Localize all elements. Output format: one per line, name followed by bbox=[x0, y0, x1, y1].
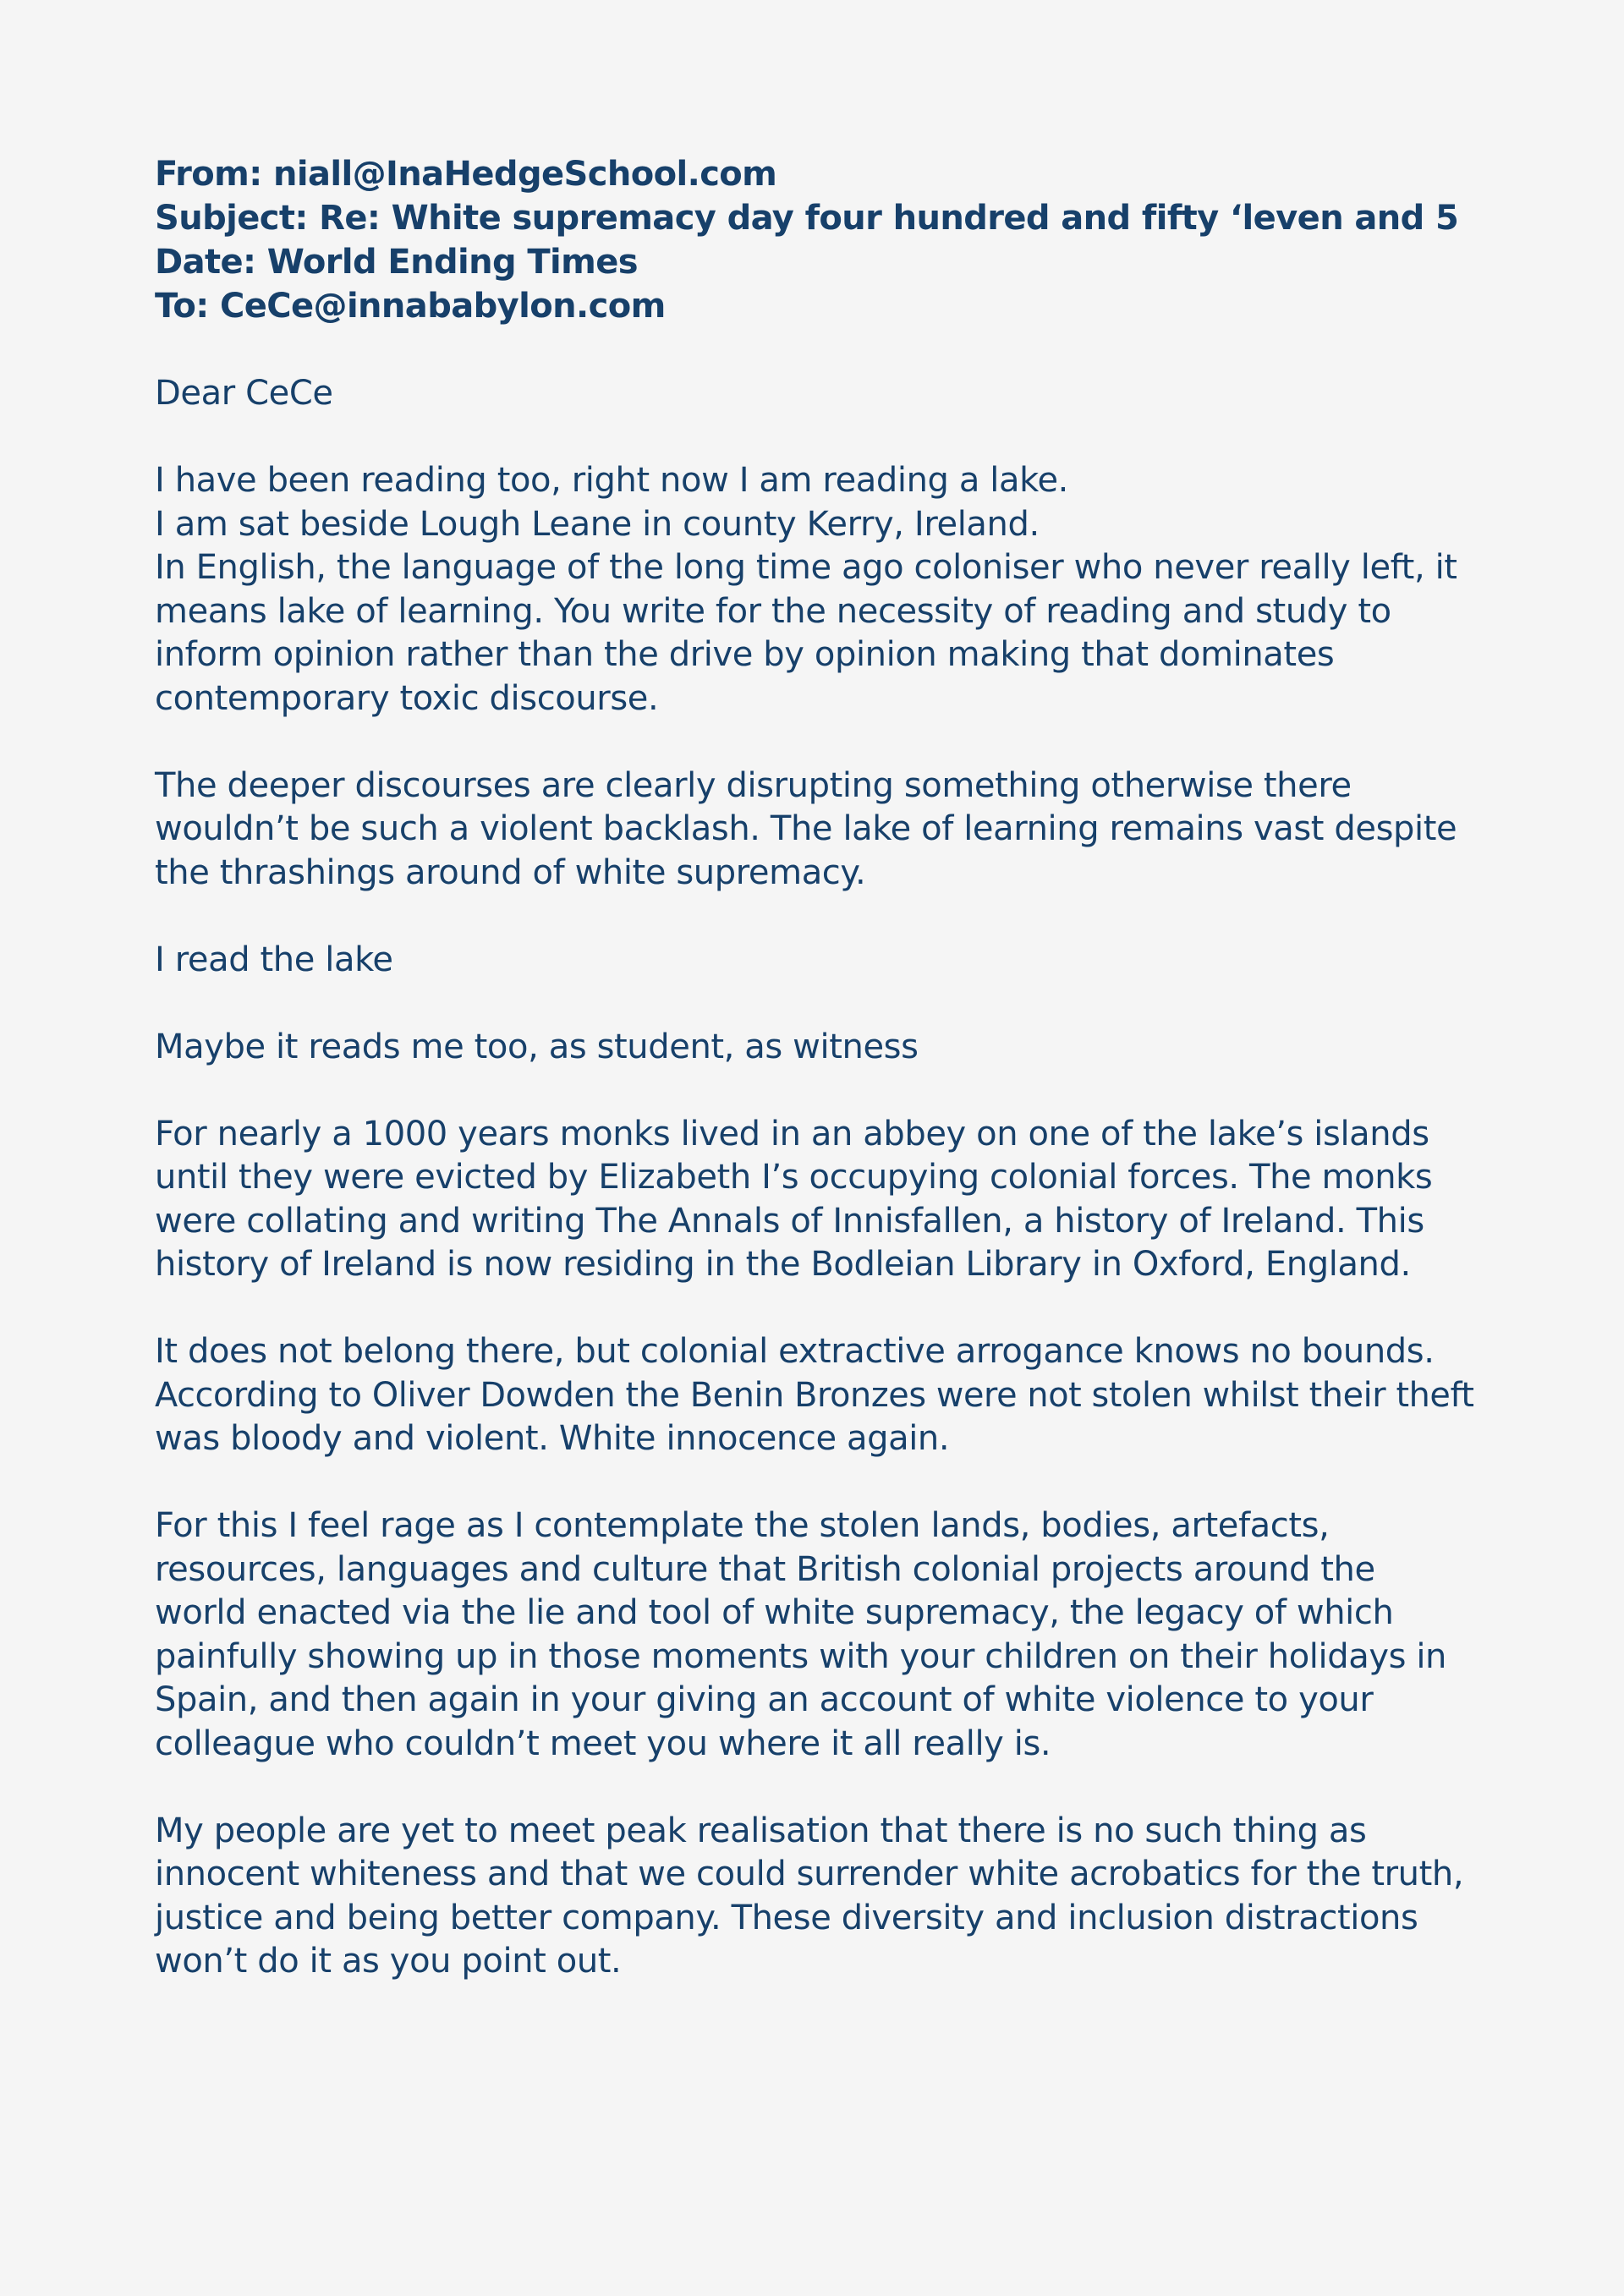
text-line: For nearly a 1000 years monks lived in an abbey on one of the lake’s islands bbox=[155, 1114, 1429, 1153]
text-line: Spain, and then again in your giving an account of white violence to your bbox=[155, 1680, 1374, 1719]
text-line: In English, the language of the long time ago coloniser who never really left, it bbox=[155, 548, 1457, 587]
email-header bbox=[155, 152, 1474, 328]
paragraph-6 bbox=[155, 1330, 1474, 1461]
paragraph-7 bbox=[155, 1504, 1474, 1766]
text-line: My people are yet to meet peak realisation that there is no such thing as bbox=[155, 1811, 1367, 1850]
greeting: Dear CeCe bbox=[155, 374, 333, 413]
text-line: painfully showing up in those moments with your children on their holidays in bbox=[155, 1636, 1447, 1676]
text-line: It does not belong there, but colonial extractive arrogance knows no bounds. bbox=[155, 1332, 1435, 1371]
text-line: inform opinion rather than the drive by opinion making that dominates bbox=[155, 635, 1335, 674]
text-line: won’t do it as you point out. bbox=[155, 1942, 622, 1981]
text-line: contemporary toxic discourse. bbox=[155, 678, 659, 718]
text-line: until they were evicted by Elizabeth I’s occupying colonial forces. The monks bbox=[155, 1158, 1433, 1197]
text-line: were collating and writing The Annals of Innisfallen, a history of Ireland. This bbox=[155, 1201, 1424, 1241]
letter-page bbox=[155, 152, 1474, 1984]
text-line: justice and being better company. These diversity and inclusion distractions bbox=[155, 1898, 1418, 1937]
email-body bbox=[155, 372, 1474, 1984]
paragraph-4: Maybe it reads me too, as student, as witness bbox=[155, 1027, 919, 1066]
paragraph-8 bbox=[155, 1810, 1474, 1984]
text-line: innocent whiteness and that we could surrender white acrobatics for the truth, bbox=[155, 1855, 1464, 1893]
text-line: the thrashings around of white supremacy. bbox=[155, 852, 866, 892]
text-line: The deeper discourses are clearly disrupting something otherwise there bbox=[155, 765, 1352, 805]
text-line: According to Oliver Dowden the Benin Bronzes were not stolen whilst their theft bbox=[155, 1375, 1474, 1415]
from-line: From: niall@InaHedgeSchool.com bbox=[155, 155, 777, 194]
subject-line: Subject: Re: White supremacy day four hundred and fifty ‘leven and 5 bbox=[155, 199, 1459, 238]
text-line: I am sat beside Lough Leane in county Kerry, Ireland. bbox=[155, 504, 1040, 544]
date-line: Date: World Ending Times bbox=[155, 243, 638, 282]
paragraph-3: I read the lake bbox=[155, 940, 393, 979]
text-line: means lake of learning. You write for the necessity of reading and study to bbox=[155, 591, 1391, 631]
text-line: history of Ireland is now residing in the Bodleian Library in Oxford, England. bbox=[155, 1245, 1411, 1284]
text-line: For this I feel rage as I contemplate the stolen lands, bodies, artefacts, bbox=[155, 1506, 1330, 1545]
text-line: was bloody and violent. White innocence again. bbox=[155, 1419, 950, 1458]
paragraph-2 bbox=[155, 764, 1474, 896]
paragraph-1 bbox=[155, 459, 1474, 721]
text-line: wouldn’t be such a violent backlash. The lake of learning remains vast despite bbox=[155, 809, 1457, 848]
text-line: world enacted via the lie and tool of white supremacy, the legacy of which bbox=[155, 1593, 1394, 1632]
text-line: resources, languages and culture that British colonial projects around the bbox=[155, 1549, 1375, 1589]
to-line: To: CeCe@innababylon.com bbox=[155, 287, 666, 326]
paragraph-5 bbox=[155, 1113, 1474, 1287]
text-line: colleague who couldn’t meet you where it all really is. bbox=[155, 1723, 1051, 1763]
text-line: I have been reading too, right now I am reading a lake. bbox=[155, 461, 1068, 500]
